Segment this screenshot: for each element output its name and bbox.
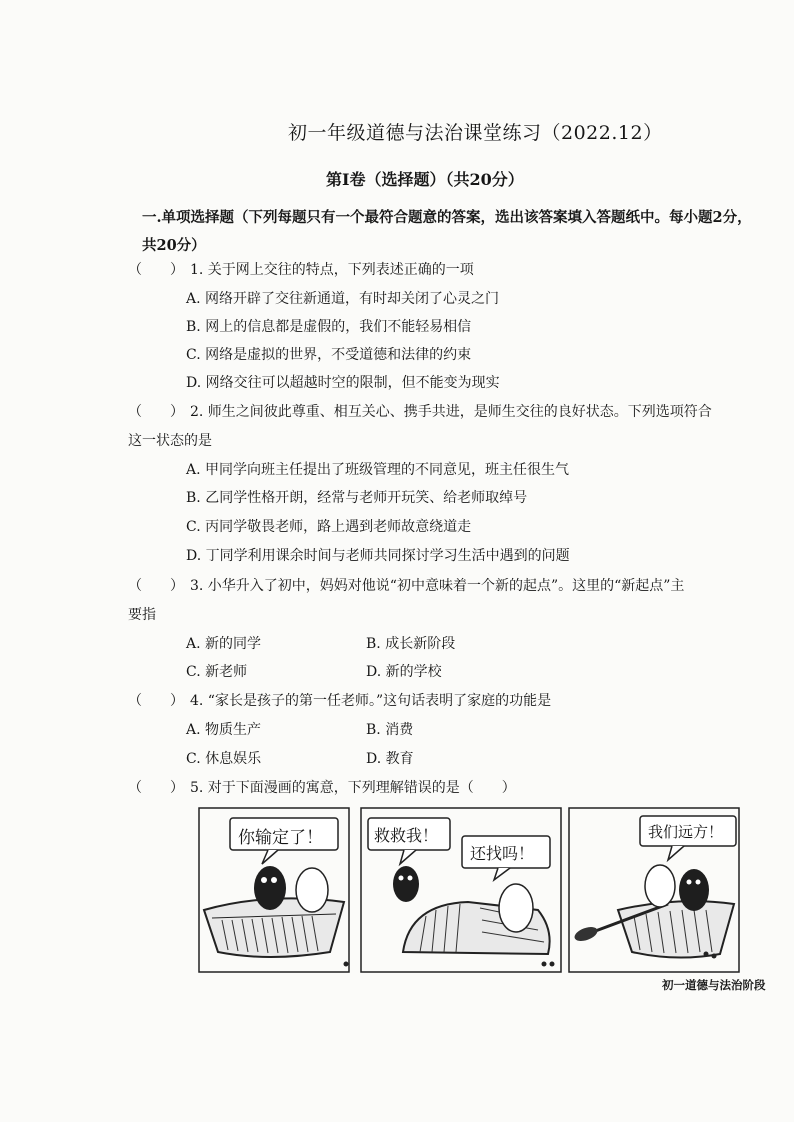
- option: D. 丁同学利用课余时间与老师共同探讨学习生活中遇到的问题: [186, 548, 570, 564]
- answer-blank[interactable]: （ ）: [128, 693, 184, 709]
- question-stem-continued: 这一状态的是: [128, 433, 212, 449]
- answer-blank[interactable]: （ ）: [128, 578, 184, 594]
- speech-bubble-4: 我们远方！: [648, 823, 724, 841]
- question-stem: 2. 师生之间彼此尊重、相互关心、携手共进，是师生交往的良好状态。下列选项符合: [190, 404, 712, 420]
- comic-strip: [198, 806, 740, 976]
- option: B. 乙同学性格开朗，经常与老师开玩笑、给老师取绰号: [186, 490, 528, 506]
- option: B. 网上的信息都是虚假的，我们不能轻易相信: [186, 319, 472, 335]
- answer-blank[interactable]: （ ）: [128, 780, 184, 796]
- question-4: [128, 690, 551, 710]
- option: C. 新老师: [186, 664, 248, 680]
- answer-blank[interactable]: （ ）: [128, 404, 184, 420]
- speech-bubble-1: 你输定了！: [238, 828, 323, 848]
- question-2: [128, 401, 712, 421]
- speech-bubble-3: 还找吗！: [470, 844, 535, 863]
- option: A. 物质生产: [186, 722, 262, 738]
- instructions: 一.单项选择题（下列每题只有一个最符合题意的答案，选出该答案填入答题纸中。每小题2分，共20分）: [142, 209, 752, 254]
- option: C. 休息娱乐: [186, 751, 262, 767]
- answer-blank[interactable]: （ ）: [128, 262, 184, 278]
- option: A. 新的同学: [186, 636, 262, 652]
- question-stem: 1. 关于网上交往的特点，下列表述正确的一项: [190, 262, 474, 278]
- question-stem: 5. 对于下面漫画的寓意，下列理解错误的是（ ）: [190, 780, 516, 796]
- question-5: [128, 777, 516, 797]
- option: C. 网络是虚拟的世界，不受道德和法律的约束: [186, 347, 472, 363]
- question-stem-continued: 要指: [128, 607, 156, 623]
- option: D. 教育: [366, 751, 414, 767]
- footer-caption: 初一道德与法治阶段: [662, 978, 766, 992]
- speech-bubble-2: 救救我！: [374, 826, 439, 845]
- section-heading: 第Ⅰ卷（选择题）（共20分）: [326, 170, 524, 189]
- question-3: [128, 575, 684, 595]
- question-1: [128, 259, 474, 279]
- page-title: 初一年级道德与法治课堂练习（2022.12）: [288, 122, 663, 144]
- option: B. 消费: [366, 722, 414, 738]
- option: D. 新的学校: [366, 664, 442, 680]
- option: A. 网络开辟了交往新通道，有时却关闭了心灵之门: [186, 291, 500, 307]
- question-stem: 4. “家长是孩子的第一任老师。”这句话表明了家庭的功能是: [190, 693, 552, 709]
- option: C. 丙同学敬畏老师，路上遇到老师故意绕道走: [186, 519, 472, 535]
- option: D. 网络交往可以超越时空的限制，但不能变为现实: [186, 375, 500, 391]
- option: B. 成长新阶段: [366, 636, 456, 652]
- question-stem: 3. 小华升入了初中，妈妈对他说“初中意味着一个新的起点”。这里的“新起点”主: [190, 578, 685, 594]
- option: A. 甲同学向班主任提出了班级管理的不同意见，班主任很生气: [186, 462, 570, 478]
